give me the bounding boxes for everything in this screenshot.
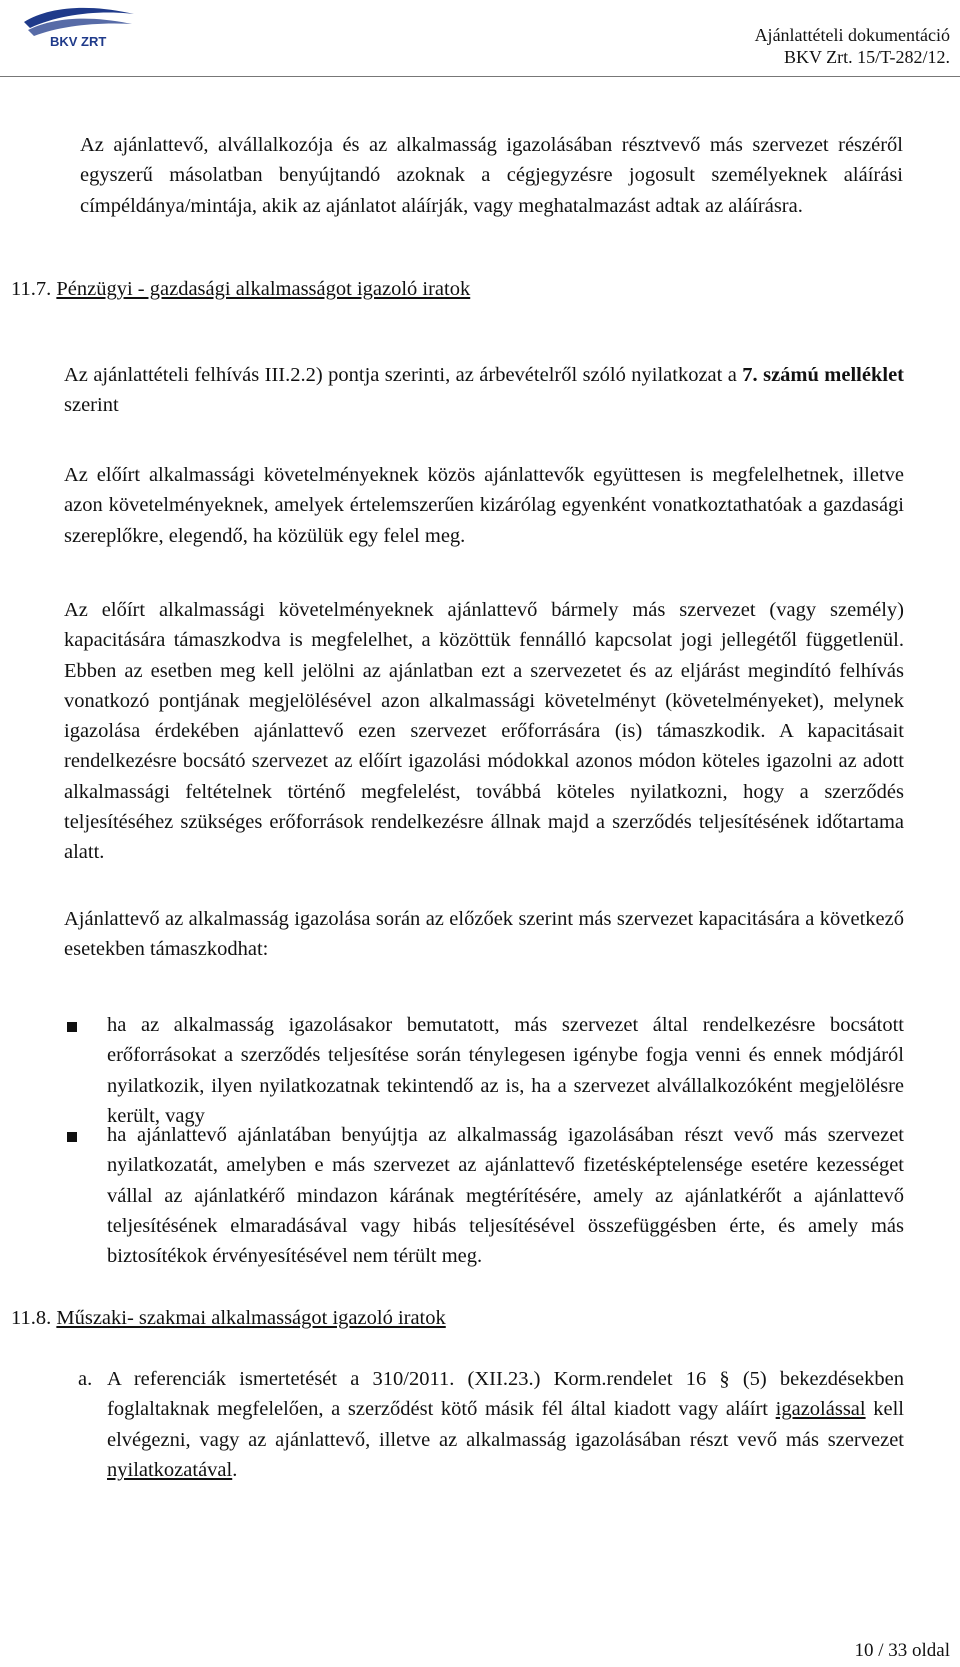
header-divider [0, 76, 960, 77]
revenue-statement-paragraph [64, 360, 904, 421]
revenue-text: Az ajánlattételi felhívás III.2.2) pontja szerinti, az árbevételről szóló nyilatkozat a [64, 364, 737, 386]
revenue-tail: szerint [64, 394, 119, 417]
bullet-item: ha az alkalmasság igazolásakor bemutatott, más szervezet által rendelkezésre bocsátott erőforrásokat a szerződés teljesítése során ténylegesen igénybe fogja venni és ennek módjáról nyilatkozik, ilyen nyilatkozatnak tekintendő az is, ha a szervezet alvállalkozóként megjelölésre került, vagy [107, 1014, 904, 1127]
document-title-line1: Ajánlattételi dokumentáció [754, 25, 950, 45]
bkv-logo [20, 2, 140, 48]
reliance-intro-paragraph: Ajánlattevő az alkalmasság igazolása során az előzőek szerint más szervezet kapacitására a következő esetekben támaszkodhat: [64, 908, 904, 961]
bullet-marker [67, 1132, 77, 1142]
page-number: 10 / 33 oldal [854, 1640, 950, 1661]
joint-bidders-paragraph: Az előírt alkalmassági követelményeknek közös ajánlattevők együttesen is megfelelhetnek, illetve azon követelményeknek, amelyek értelemszerűen kizárólag egyenként vonatkoztathatóak a gazdasági szereplőkre, elegendő, ha közülük egy felel meg. [64, 464, 904, 547]
logo-text: BKV ZRT [50, 34, 107, 48]
section-number: 11.7. [11, 278, 52, 300]
list-item-label: a. [78, 1368, 93, 1390]
references-text-2: kell elvégezni, vagy az ajánlattevő, illetve az alkalmasság igazolásában részt vevő más szervezet [107, 1398, 905, 1451]
references-item [107, 1364, 904, 1485]
section-11-8-heading [11, 1303, 446, 1333]
certificate-link: igazolással [775, 1398, 866, 1421]
capacity-paragraph: Az előírt alkalmassági követelményeknek ajánlattevő bármely más szervezet (vagy személy) kapacitására támaszkodva is megfelelhet, a közöttük fennálló kapcsolat jogi jellegétől függetlenül. Ebben az esetben meg kell jelölni az ajánlatban ezt a szervezetet és az eljárást megindító felhívás vonatkozó pontjának megjelölésével azon alkalmassági követelményt (követelményeket), melynek igazolása érdekében ajánlattevő ezen szervezet erőforrására (is) támaszkodik. A kapacitásait rendelkezésre bocsátó szervezet az előírt igazolási módokkal azonos módon köteles igazolni az adott alkalmassági feltételnek történő megfelelést, továbbá köteles nyilatkozni, hogy a szerződés teljesítéséhez szükséges erőforrások rendelkezésre állnak majd a szerződés teljesítésének időtartama alatt. [64, 599, 904, 864]
section-title: Műszaki- szakmai alkalmasságot igazoló iratok [56, 1307, 446, 1329]
section-title: Pénzügyi - gazdasági alkalmasságot igazoló iratok [56, 278, 471, 300]
section-number: 11.8. [11, 1307, 52, 1329]
declaration-link: nyilatkozatával [107, 1458, 233, 1481]
signature-paragraph: Az ajánlattevő, alvállalkozója és az alkalmasság igazolásában résztvevő más szervezet részéről egyszerű másolatban benyújtandó azoknak a cégjegyzésre jogosult személyeknek aláírási címpéldánya/mintája, akik az ajánlatot aláírják, vagy meghatalmazást adtak az aláírásra. [80, 134, 903, 217]
section-11-7-heading [11, 274, 470, 304]
bullet-item: ha ajánlattevő ajánlatában benyújtja az alkalmasság igazolásában részt vevő más szervezet nyilatkozatát, amelyben e más szervezet az ajánlattevő fizetésképtelensége esetére kezességet vállal az ajánlatkérő mindazon kárának megtérítésére, amely az ajánlatkérőt a ajánlattevő teljesítésének elmaradásával vagy hibás teljesítésével összefüggésben érte, és amely más biztosítékok érvényesítésével nem térült meg. [107, 1124, 904, 1268]
document-reference: BKV Zrt. 15/T-282/12. [783, 47, 950, 67]
page-header [0, 0, 960, 80]
document-title [755, 24, 950, 68]
annex-reference: 7. számú melléklet [742, 364, 904, 386]
references-text: A referenciák ismertetését a 310/2011. (XII.23.) Korm.rendelet 16 § (5) bekezdésekben foglaltaknak megfelelően, a szerződést kötő másik fél által kiadott vagy aláírt [107, 1368, 904, 1421]
references-end: . [232, 1458, 238, 1481]
bullet-marker [67, 1022, 77, 1032]
